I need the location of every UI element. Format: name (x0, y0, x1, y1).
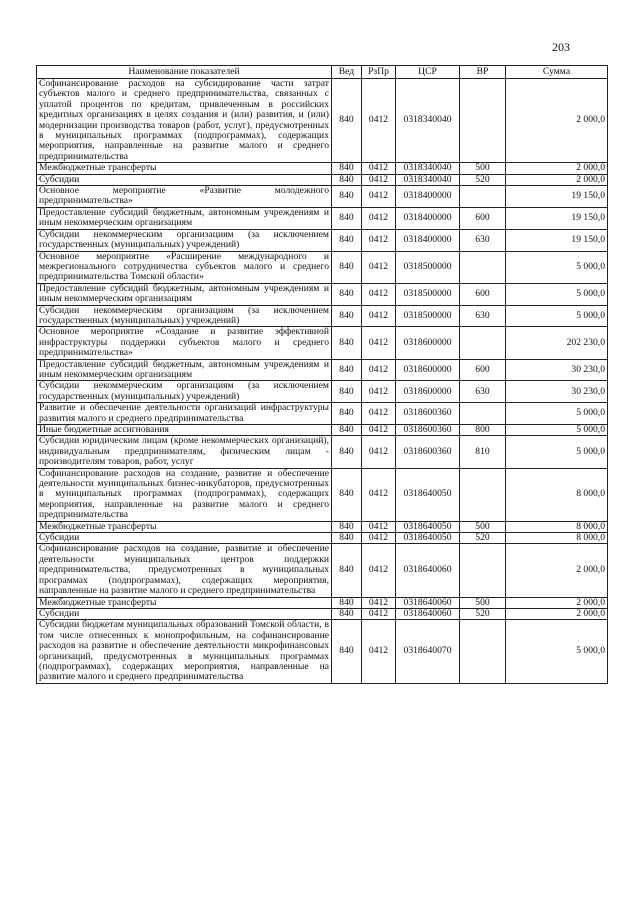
row-sum-cell: 2 000,0 (506, 79, 608, 163)
row-ved-cell: 840 (332, 597, 362, 608)
row-sum-cell: 2 000,0 (506, 608, 608, 619)
table-row (37, 425, 608, 436)
row-name-cell: Софинансирование расходов на субсидирование части затрат субъектов малого и среднего предпринимательства, связанных с уплатой процентов по кредитам, привлеченным в российских кредитных организациях в целях создания и (или) развития, и (или) модернизации производства товаров (работ, услуг), предусмотренных в муниципальных программах (подпрограммах), содержащих мероприятия, направленные на развитие малого и среднего предпринимательства (37, 79, 332, 163)
row-name-cell: Межбюджетные трансферты (37, 521, 332, 532)
row-vr-cell: 520 (460, 174, 506, 185)
row-name-cell: Предоставление субсидий бюджетным, автономным учреждениям и иным некоммерческим организациям (37, 359, 332, 381)
row-rzpr-cell: 0412 (362, 163, 396, 174)
row-vr-cell: 630 (460, 229, 506, 251)
row-name-cell: Субсидии некоммерческим организациям (за исключением государственных (муниципальных) учреждений) (37, 381, 332, 403)
row-ved-cell: 840 (332, 186, 362, 208)
row-csr-cell: 0318640060 (396, 597, 460, 608)
row-csr-cell: 0318600360 (396, 425, 460, 436)
row-ved-cell: 840 (332, 544, 362, 597)
row-vr-cell: 630 (460, 381, 506, 403)
row-csr-cell: 0318600000 (396, 381, 460, 403)
row-ved-cell: 840 (332, 403, 362, 425)
row-vr-cell (460, 251, 506, 283)
row-ved-cell: 840 (332, 533, 362, 544)
row-rzpr-cell: 0412 (362, 620, 396, 683)
row-csr-cell: 0318400000 (396, 186, 460, 208)
row-ved-cell: 840 (332, 468, 362, 521)
row-ved-cell: 840 (332, 283, 362, 305)
row-csr-cell: 0318500000 (396, 283, 460, 305)
row-ved-cell: 840 (332, 163, 362, 174)
table-row (37, 436, 608, 468)
row-vr-cell: 800 (460, 425, 506, 436)
row-vr-cell: 600 (460, 283, 506, 305)
row-sum-cell: 2 000,0 (506, 597, 608, 608)
row-rzpr-cell: 0412 (362, 305, 396, 327)
row-ved-cell: 840 (332, 174, 362, 185)
row-rzpr-cell: 0412 (362, 174, 396, 185)
row-rzpr-cell: 0412 (362, 468, 396, 521)
row-ved-cell: 840 (332, 229, 362, 251)
row-sum-cell: 2 000,0 (506, 163, 608, 174)
row-sum-cell: 8 000,0 (506, 468, 608, 521)
row-name-cell: Основное мероприятие «Развитие молодежного предпринимательства» (37, 186, 332, 208)
row-rzpr-cell: 0412 (362, 186, 396, 208)
row-rzpr-cell: 0412 (362, 521, 396, 532)
page-number: 203 (552, 40, 570, 54)
row-ved-cell: 840 (332, 436, 362, 468)
table-row (37, 521, 608, 532)
row-vr-cell: 500 (460, 521, 506, 532)
row-sum-cell: 19 150,0 (506, 229, 608, 251)
row-vr-cell (460, 327, 506, 359)
row-name-cell: Предоставление субсидий бюджетным, автономным учреждениям и иным некоммерческим организациям (37, 207, 332, 229)
row-rzpr-cell: 0412 (362, 597, 396, 608)
row-ved-cell: 840 (332, 425, 362, 436)
row-csr-cell: 0318600360 (396, 403, 460, 425)
table-row (37, 79, 608, 163)
row-ved-cell: 840 (332, 521, 362, 532)
row-sum-cell: 5 000,0 (506, 436, 608, 468)
row-rzpr-cell: 0412 (362, 207, 396, 229)
header-vr: ВР (460, 66, 506, 79)
row-csr-cell: 0318600360 (396, 436, 460, 468)
row-name-cell: Развитие и обеспечение деятельности организаций инфраструктуры развития малого и среднего предпринимательства (37, 403, 332, 425)
row-sum-cell: 5 000,0 (506, 251, 608, 283)
row-csr-cell: 0318600000 (396, 327, 460, 359)
table-row (37, 327, 608, 359)
table-row (37, 283, 608, 305)
row-csr-cell: 0318340040 (396, 79, 460, 163)
row-csr-cell: 0318640070 (396, 620, 460, 683)
row-name-cell: Межбюджетные трансферты (37, 597, 332, 608)
row-name-cell: Субсидии бюджетам муниципальных образований Томской области, в том числе отнесенных к монопрофильным, на софинансирование расходов на развитие и обеспечение деятельности микрофинансовых организаций, предусмотренных в муниципальных программах (подпрограммах), содержащих мероприятия, направленные на развитие малого и среднего предпринимательства (37, 620, 332, 683)
row-csr-cell: 0318640050 (396, 468, 460, 521)
row-sum-cell: 2 000,0 (506, 544, 608, 597)
row-rzpr-cell: 0412 (362, 359, 396, 381)
row-vr-cell: 500 (460, 163, 506, 174)
table-row (37, 544, 608, 597)
row-name-cell: Софинансирование расходов на создание, развитие и обеспечение деятельности муниципальных бизнес-инкубаторов, предусмотренных в муниципальных программах (подпрограммах), содержащих мероприятия, направленные на развитие малого и среднего предпринимательства (37, 468, 332, 521)
table-row (37, 163, 608, 174)
row-vr-cell: 520 (460, 608, 506, 619)
row-name-cell: Предоставление субсидий бюджетным, автономным учреждениям и иным некоммерческим организациям (37, 283, 332, 305)
row-name-cell: Основное мероприятие «Создание и развитие эффективной инфраструктуры поддержки субъектов малого и среднего предпринимательства» (37, 327, 332, 359)
header-rzpr: РзПр (362, 66, 396, 79)
table-row (37, 359, 608, 381)
row-sum-cell: 8 000,0 (506, 521, 608, 532)
header-csr: ЦСР (396, 66, 460, 79)
row-csr-cell: 0318640050 (396, 533, 460, 544)
row-name-cell: Субсидии юридическим лицам (кроме некоммерческих организаций), индивидуальным предпринимателям, физическим лицам - производителям товаров, работ, услуг (37, 436, 332, 468)
row-rzpr-cell: 0412 (362, 251, 396, 283)
row-vr-cell (460, 79, 506, 163)
row-ved-cell: 840 (332, 251, 362, 283)
row-ved-cell: 840 (332, 305, 362, 327)
row-ved-cell: 840 (332, 620, 362, 683)
row-vr-cell (460, 544, 506, 597)
row-vr-cell: 630 (460, 305, 506, 327)
row-ved-cell: 840 (332, 381, 362, 403)
row-csr-cell: 0318340040 (396, 174, 460, 185)
row-vr-cell: 600 (460, 207, 506, 229)
table-row (37, 468, 608, 521)
row-name-cell: Субсидии (37, 608, 332, 619)
row-csr-cell: 0318400000 (396, 229, 460, 251)
row-rzpr-cell: 0412 (362, 544, 396, 597)
row-csr-cell: 0318640050 (396, 521, 460, 532)
row-sum-cell: 30 230,0 (506, 359, 608, 381)
row-name-cell: Субсидии некоммерческим организациям (за исключением государственных (муниципальных) учреждений) (37, 305, 332, 327)
row-vr-cell (460, 186, 506, 208)
row-sum-cell: 5 000,0 (506, 403, 608, 425)
row-vr-cell: 520 (460, 533, 506, 544)
table-header-row (37, 66, 608, 79)
row-vr-cell (460, 620, 506, 683)
row-rzpr-cell: 0412 (362, 608, 396, 619)
row-csr-cell: 0318500000 (396, 305, 460, 327)
table-row (37, 597, 608, 608)
row-ved-cell: 840 (332, 608, 362, 619)
row-name-cell: Межбюджетные трансферты (37, 163, 332, 174)
row-rzpr-cell: 0412 (362, 327, 396, 359)
table-row (37, 207, 608, 229)
row-rzpr-cell: 0412 (362, 425, 396, 436)
row-csr-cell: 0318600000 (396, 359, 460, 381)
row-sum-cell: 8 000,0 (506, 533, 608, 544)
row-rzpr-cell: 0412 (362, 79, 396, 163)
row-name-cell: Субсидии некоммерческим организациям (за исключением государственных (муниципальных) учреждений) (37, 229, 332, 251)
row-rzpr-cell: 0412 (362, 283, 396, 305)
row-ved-cell: 840 (332, 327, 362, 359)
table-row (37, 620, 608, 683)
row-sum-cell: 5 000,0 (506, 305, 608, 327)
row-sum-cell: 5 000,0 (506, 620, 608, 683)
table-row (37, 608, 608, 619)
table-row (37, 381, 608, 403)
row-name-cell: Субсидии (37, 174, 332, 185)
row-sum-cell: 5 000,0 (506, 283, 608, 305)
table-row (37, 229, 608, 251)
row-vr-cell: 810 (460, 436, 506, 468)
row-sum-cell: 19 150,0 (506, 207, 608, 229)
header-ved: Вед (332, 66, 362, 79)
row-csr-cell: 0318640060 (396, 608, 460, 619)
row-rzpr-cell: 0412 (362, 533, 396, 544)
row-csr-cell: 0318640060 (396, 544, 460, 597)
row-name-cell: Иные бюджетные ассигнования (37, 425, 332, 436)
row-sum-cell: 19 150,0 (506, 186, 608, 208)
row-rzpr-cell: 0412 (362, 229, 396, 251)
budget-table (36, 65, 608, 684)
table-row (37, 186, 608, 208)
row-sum-cell: 2 000,0 (506, 174, 608, 185)
header-sum: Сумма (506, 66, 608, 79)
table-row (37, 251, 608, 283)
row-sum-cell: 202 230,0 (506, 327, 608, 359)
row-vr-cell: 500 (460, 597, 506, 608)
table-row (37, 174, 608, 185)
table-row (37, 305, 608, 327)
row-name-cell: Основное мероприятие «Расширение международного и межрегионального сотрудничества субъектов малого и среднего предпринимательства Томской области» (37, 251, 332, 283)
row-name-cell: Субсидии (37, 533, 332, 544)
row-rzpr-cell: 0412 (362, 436, 396, 468)
row-sum-cell: 30 230,0 (506, 381, 608, 403)
row-vr-cell (460, 403, 506, 425)
row-vr-cell: 600 (460, 359, 506, 381)
row-ved-cell: 840 (332, 207, 362, 229)
row-rzpr-cell: 0412 (362, 381, 396, 403)
row-ved-cell: 840 (332, 359, 362, 381)
row-rzpr-cell: 0412 (362, 403, 396, 425)
table-row (37, 533, 608, 544)
table-row (37, 403, 608, 425)
row-vr-cell (460, 468, 506, 521)
row-csr-cell: 0318340040 (396, 163, 460, 174)
row-ved-cell: 840 (332, 79, 362, 163)
row-sum-cell: 5 000,0 (506, 425, 608, 436)
header-name: Наименование показателей (37, 66, 332, 79)
row-name-cell: Софинансирование расходов на создание, развитие и обеспечение деятельности муниципальных центров поддержки предпринимательства, предусмотренных в муниципальных программах (подпрограммах), содержащих мероприятия, направленные на развитие малого и среднего предпринимательства (37, 544, 332, 597)
row-csr-cell: 0318500000 (396, 251, 460, 283)
row-csr-cell: 0318400000 (396, 207, 460, 229)
